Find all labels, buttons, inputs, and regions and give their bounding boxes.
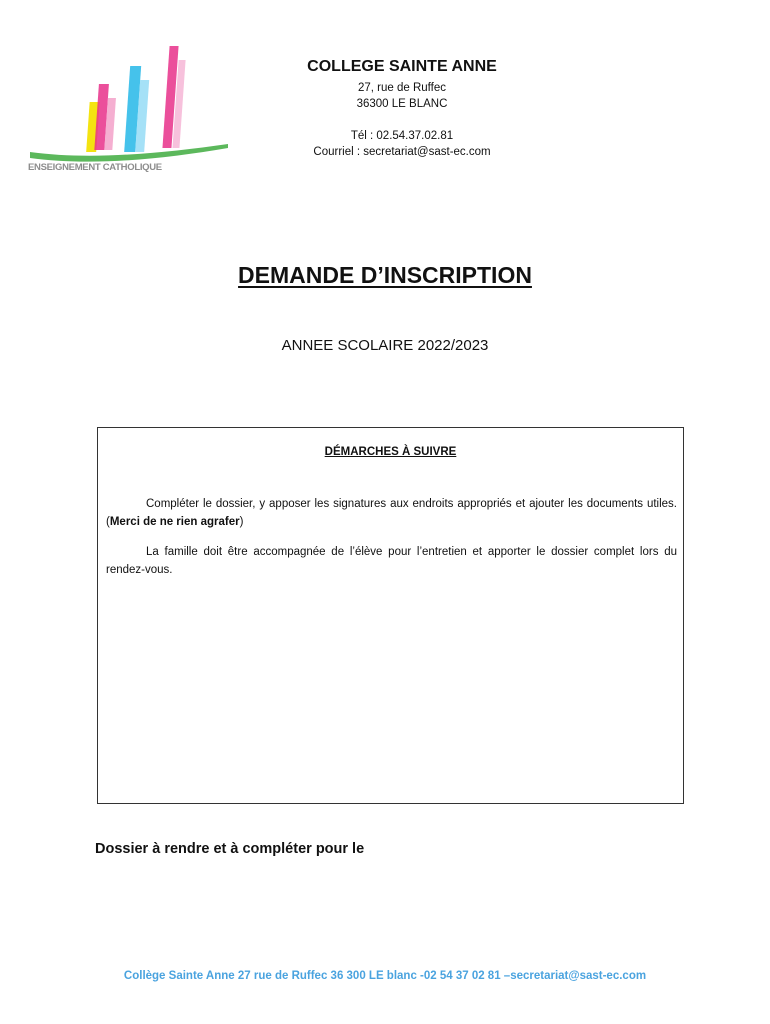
steps-paragraph-1 bbox=[106, 495, 677, 531]
para1-emphasis: Merci de ne rien agrafer bbox=[109, 516, 240, 528]
school-year: ANNEE SCOLAIRE 2022/2023 bbox=[281, 337, 489, 354]
para1-end: ) bbox=[239, 516, 244, 528]
school-name: COLLEGE SAINTE ANNE bbox=[307, 58, 497, 75]
steps-heading: DÉMARCHES À SUIVRE bbox=[324, 446, 457, 458]
deadline-label: Dossier à rendre et à compléter pour le bbox=[95, 841, 365, 857]
footer: Collège Sainte Anne 27 rue de Ruffec 36 300 LE blanc -02 54 37 02 81 –secretariat@sast-ec.com bbox=[123, 970, 647, 982]
phone-number: Tél : 02.54.37.02.81 bbox=[350, 130, 454, 142]
steps-box bbox=[97, 427, 684, 804]
email-address: Courriel : secretariat@sast-ec.com bbox=[313, 146, 491, 158]
school-contact bbox=[17, 128, 770, 160]
school-address bbox=[17, 80, 770, 112]
address-street: 27, rue de Ruffec bbox=[357, 82, 446, 94]
address-city: 36300 LE BLANC bbox=[356, 98, 448, 110]
steps-paragraph-2: La famille doit être accompagnée de l’élève pour l’entretien et apporter le dossier complet lors du rendez-vous. bbox=[106, 546, 677, 576]
document-title: DEMANDE D’INSCRIPTION bbox=[238, 262, 532, 288]
logo-text: ENSEIGNEMENT CATHOLIQUE bbox=[28, 162, 162, 173]
para1-text: Compléter le dossier, y apposer les signatures aux endroits appropriés et ajouter les documents utiles. ( bbox=[106, 498, 677, 528]
